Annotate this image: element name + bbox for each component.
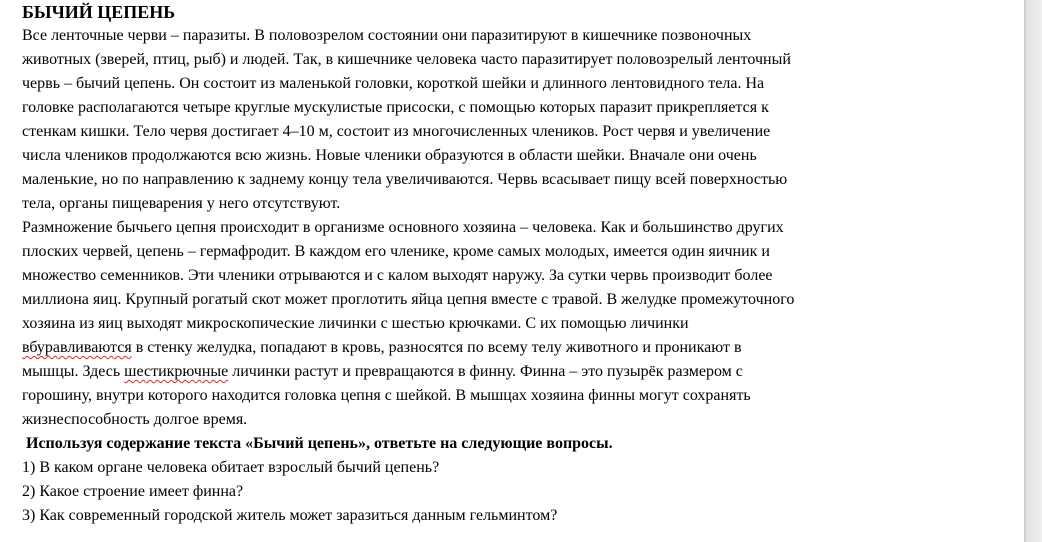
line-text: личинки растут и превращаются в финну. Финна – это пузырёк размером с <box>228 363 743 380</box>
paragraph-line: горошину, внутри которого находится головка цепня с шейкой. В мышцах хозяина финны могут сохранять <box>22 387 751 404</box>
paragraph-line: Все ленточные черви – паразиты. В половозрелом состоянии они паразитируют в кишечнике позвоночных <box>22 27 752 44</box>
question-item: 3) Как современный городской житель может заразиться данным гельминтом? <box>22 507 558 524</box>
paragraph-line: жизнеспособность долгое время. <box>22 411 248 428</box>
paragraph-line <box>22 336 1022 360</box>
question-item: 1) В каком органе человека обитает взрослый бычий цепень? <box>22 459 440 476</box>
paragraph-line: хозяина из яиц выходят микроскопические личинки с шестью крючками. С их помощью личинки <box>22 315 689 332</box>
instruction-heading: Используя содержание текста «Бычий цепень», ответьте на следующие вопросы. <box>22 435 613 452</box>
paragraph-line: плоских червей, цепень – гермафродит. В каждом его членике, кроме самых молодых, имеется один яичник и <box>22 243 770 260</box>
document-text <box>22 0 1022 528</box>
page-edge-gutter <box>1024 0 1042 542</box>
paragraph-line: миллиона яиц. Крупный рогатый скот может проглотить яйца цепня вместе с травой. В желудке промежуточного <box>22 291 795 308</box>
line-text: мышцы. Здесь <box>22 363 125 380</box>
paragraph-line: червь – бычий цепень. Он состоит из маленькой головки, короткой шейки и длинного лентовидного тела. На <box>22 75 765 92</box>
line-text: в стенку желудка, попадают в кровь, разносятся по всему телу животного и проникают в <box>131 339 742 356</box>
spellcheck-word[interactable]: вбуравливаются <box>22 339 132 356</box>
document-title: БЫЧИЙ ЦЕПЕНЬ <box>22 2 176 22</box>
paragraph-line: тела, органы пищеварения у него отсутствуют. <box>22 195 341 212</box>
paragraph-line: множество семенников. Эти членики отрываются и с калом выходят наружу. За сутки червь производит более <box>22 267 773 284</box>
paragraph-line: животных (зверей, птиц, рыб) и людей. Так, в кишечнике человека часто паразитирует половозрелый ленточный <box>22 51 791 68</box>
spellcheck-word[interactable]: шестикрючные <box>124 363 229 380</box>
paragraph-line: Размножение бычьего цепня происходит в организме основного хозяина – человека. Как и большинство других <box>22 219 784 236</box>
paragraph-line: маленькие, но по направлению к заднему концу тела увеличиваются. Червь всасывает пищу всей поверхностью <box>22 171 788 188</box>
paragraph-line: головке располагаются четыре круглые мускулистые присоски, с помощью которых паразит прикрепляется к <box>22 99 769 116</box>
paragraph-line: стенкам кишки. Тело червя достигает 4–10 м, состоит из многочисленных члеников. Рост червя и увеличение <box>22 123 771 140</box>
paragraph-line: числа члеников продолжаются всю жизнь. Новые членики образуются в области шейки. Вначале они очень <box>22 147 757 164</box>
question-item: 2) Какое строение имеет финна? <box>22 483 244 500</box>
paragraph-line <box>22 360 1022 384</box>
